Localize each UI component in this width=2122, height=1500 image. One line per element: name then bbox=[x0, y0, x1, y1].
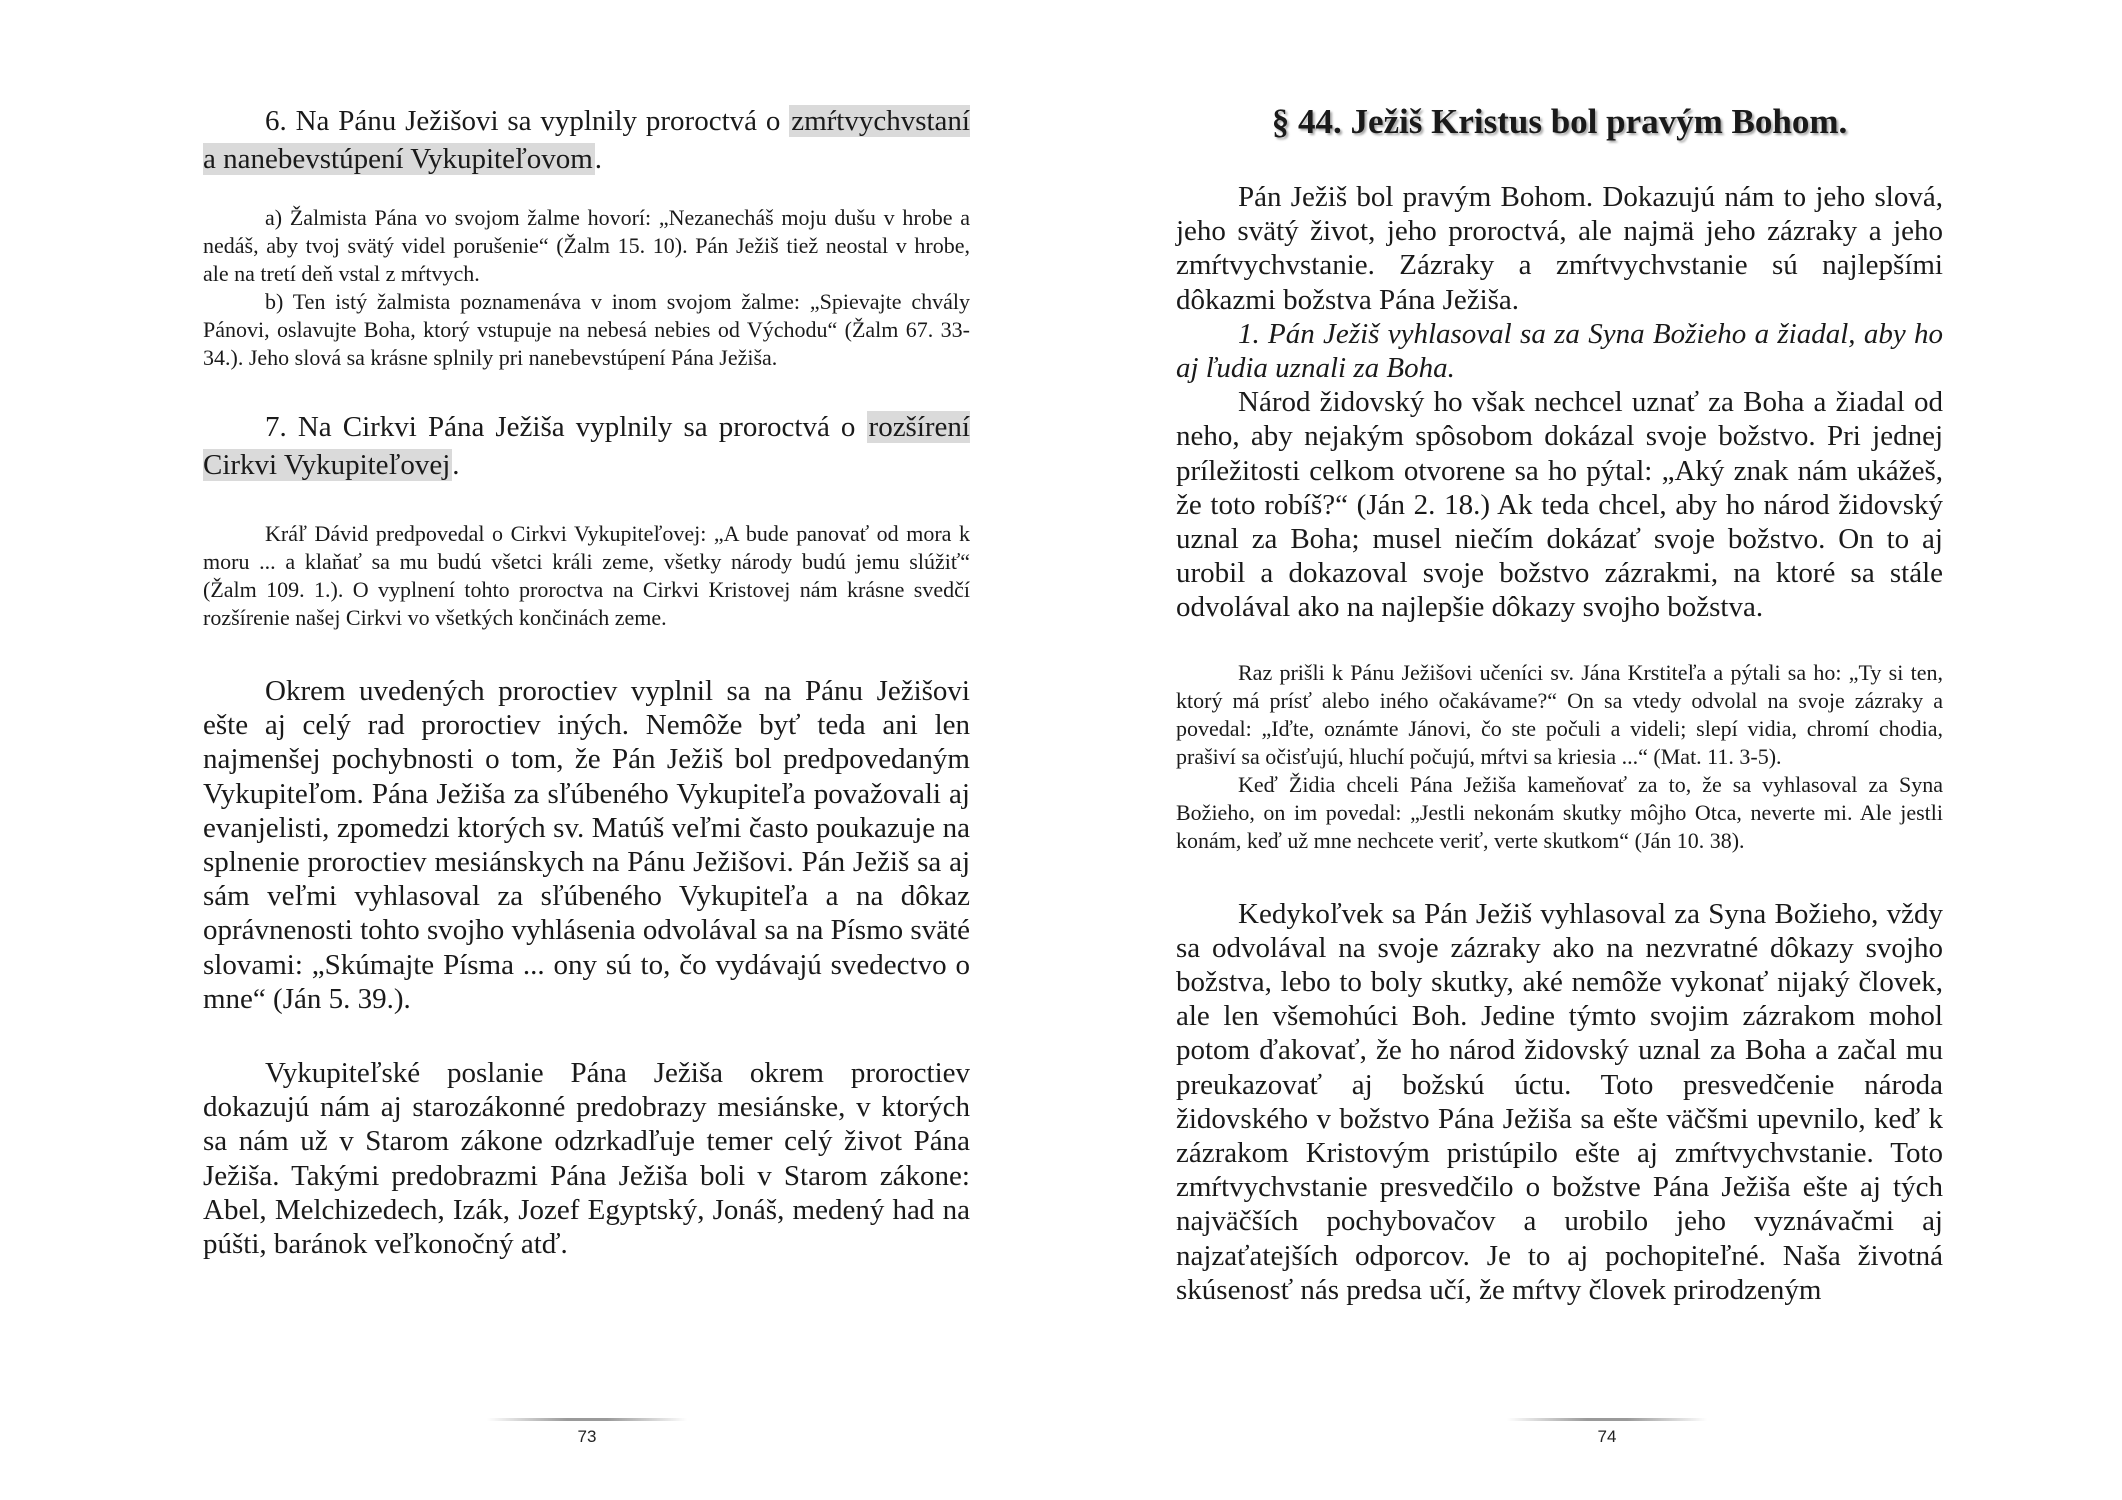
footer-right bbox=[1507, 1418, 1707, 1447]
right-page-text-column bbox=[1176, 102, 1943, 1307]
heading-6-suffix: . bbox=[594, 143, 603, 175]
heading-6-highlight: zmŕtvychvstaní a nanebevstúpení Vykupiteľovom bbox=[203, 105, 970, 175]
footer-left bbox=[487, 1418, 687, 1447]
heading-prophecy-7 bbox=[203, 408, 970, 484]
paragraph-kedykolvek: Kedykoľvek sa Pán Ježiš vyhlasoval za Syna Božieho, vždy sa odvolával na svoje zázraky ako na nezvratné dôkazy svojho božstva, lebo to boly skutky, aké nemôže vykonať nijaký človek, ale len všemohúci Boh. Jedine týmto svojim zázrakom mohol potom ďakovať, že ho národ židovský uznal za Boha a začal mu preukazovať aj božskú úctu. Toto presvedčenie národa židovského v božstvo Pána Ježiša sa ešte väčšmi upevnilo, keď k zázrakom Kristovým pristúpilo ešte aj zmŕtvychvstanie. Toto zmŕtvychvstanie presvedčilo o božstve Pána Ježiša ešte aj tých najväčších pochybovačov a urobilo jeho vyznávačmi aj najzaťatejších odporcov. Je to aj pochopiteľné. Naša životná skúsenosť nás predsa učí, že mŕtvy človek prirodzeným bbox=[1176, 897, 1943, 1306]
paragraph-david: Kráľ Dávid predpovedal o Cirkvi Vykupiteľovej: „A bude panovať od mora k moru ... a klaňať sa mu budú všetci králi zeme, všetky národy budú jemu slúžiť“ (Žalm 109. 1.). O vyplnení tohto proroctva na Cirkvi Kristovej nám krásne svedčí rozšírenie našej Cirkvi vo všetkých končinách zeme. bbox=[203, 521, 970, 630]
paragraph-raz: Raz prišli k Pánu Ježišovi učeníci sv. Jána Krstiteľa a pýtali sa ho: „Ty si ten, ktorý má prísť alebo iného očakávame?“ On sa vtedy odvolal na svoje zázraky a povedal: „Iďte, oznámte Jánovi, čo ste počuli a videli; slepí vidia, chromí chodia, prašiví sa očisťujú, hluchí počujú, mŕtvi sa kriesia ...“ (Mat. 11. 3-5). bbox=[1176, 659, 1943, 769]
page-number-left: 73 bbox=[577, 1427, 597, 1446]
paragraph-a: a) Žalmista Pána vo svojom žalme hovorí: „Nezanecháš moju dušu v hrobe a nedáš, aby tvoj svätý videl porušenie“ (Žalm 15. 10). Pán Ježiš tiež neostal v hrobe, ale na tretí deň vstal z mŕtvych. bbox=[203, 205, 970, 286]
heading-6-prefix: 6. Na Pánu Ježišovi sa vyplnily proroctvá o bbox=[265, 105, 790, 137]
paragraph-okrem: Okrem uvedených proroctiev vyplnil sa na Pánu Ježišovi ešte aj celý rad proroctiev iných. Nemôže byť teda ani len najmenšej pochybnosti o tom, že Pán Ježiš bol predpovedaným Vykupiteľom. Pána Ježiša za sľúbeného Vykupiteľa považovali aj evanjelisti, zpomedzi ktorých sv. Matúš veľmi často poukazuje na splnenie proroctiev mesiánskych na Pánu Ježišovi. Pán Ježiš sa aj sám veľmi vyhlasoval za sľúbeného Vykupiteľa a na dôkaz oprávnenosti tohto svojho vyhlásenia odvolával sa na Písmo sväté slovami: „Skúmajte Písma ... ony sú to, čo vydávajú svedectvo o mne“ (Ján 5. 39.). bbox=[203, 675, 970, 1015]
left-page-text-column bbox=[203, 102, 970, 1261]
heading-7-suffix: . bbox=[452, 449, 460, 481]
page-number-right: 74 bbox=[1597, 1427, 1617, 1446]
paragraph-b: b) Ten istý žalmista poznamenáva v inom svojom žalme: „Spievajte chvály Pánovi, oslavujte Boha, ktorý vstupuje na nebesá nebies od Východu“ (Žalm 67. 33-34.). Jeho slová sa krásne splnily pri nanebevstúpení Pána Ježiša. bbox=[203, 289, 970, 370]
heading-7-prefix: 7. Na Cirkvi Pána Ježiša vyplnily sa proroctvá o bbox=[265, 411, 867, 443]
heading-prophecy-6 bbox=[203, 102, 970, 178]
paragraph-vykupitelske: Vykupiteľské poslanie Pána Ježiša okrem proroctiev dokazujú nám aj starozákonné predobrazy mesiánske, v ktorých sa nám už v Starom zákone odzrkadľuje temer celý život Pána Ježiša. Takými predobrazmi Pána Ježiša boli v Starom zákone: Abel, Melchizedech, Izák, Jozef Egyptský, Jonáš, medený had na púšti, baránok veľkonočný atď. bbox=[203, 1057, 970, 1261]
point-1: 1. Pán Ježiš vyhlasoval sa za Syna Božieho a žiadal, aby ho aj ľudia uznali za Boha. bbox=[1176, 317, 1943, 385]
paragraph-intro: Pán Ježiš bol pravým Bohom. Dokazujú nám to jeho slová, jeho svätý život, jeho proroctvá, ale najmä jeho zázraky a jeho zmŕtvychvstanie. Zázraky a zmŕtvychvstanie sú najlepšími dôkazmi božstva Pána Ježiša. bbox=[1176, 181, 1943, 316]
paragraph-ked: Keď Židia chceli Pána Ježiša kameňovať za to, že sa vyhlasoval za Syna Božieho, on im povedal: „Jestli nekonám skutky môjho Otca, neverte mi. Ale jestli konám, keď už mne nechcete veriť, verte skutkom“ (Ján 10. 38). bbox=[1176, 771, 1943, 853]
paragraph-narod: Národ židovský ho však nechcel uznať za Boha a žiadal od neho, aby nejakým spôsobom dokázal svoje božstvo. Pri jednej príležitosti celkom otvorene sa ho pýtal: „Aký znak nám ukážeš, že toto robíš?“ (Ján 2. 18.) Ak teda chcel, aby ho národ židovský uznal za Boha; musel niečím dokázať svoje božstvo. On to aj urobil a dokazoval svoje božstvo zázrakmi, na ktoré sa stále odvolával ako na najlepšie dôkazy svojho božstva. bbox=[1176, 386, 1943, 624]
right-page bbox=[1061, 0, 2122, 1500]
heading-7-highlight: rozšírení Cirkvi Vykupiteľovej bbox=[203, 411, 970, 481]
footer-rule bbox=[487, 1418, 687, 1421]
section-title: § 44. Ježiš Kristus bol pravým Bohom. bbox=[1271, 102, 1848, 141]
footer-rule bbox=[1507, 1418, 1707, 1421]
